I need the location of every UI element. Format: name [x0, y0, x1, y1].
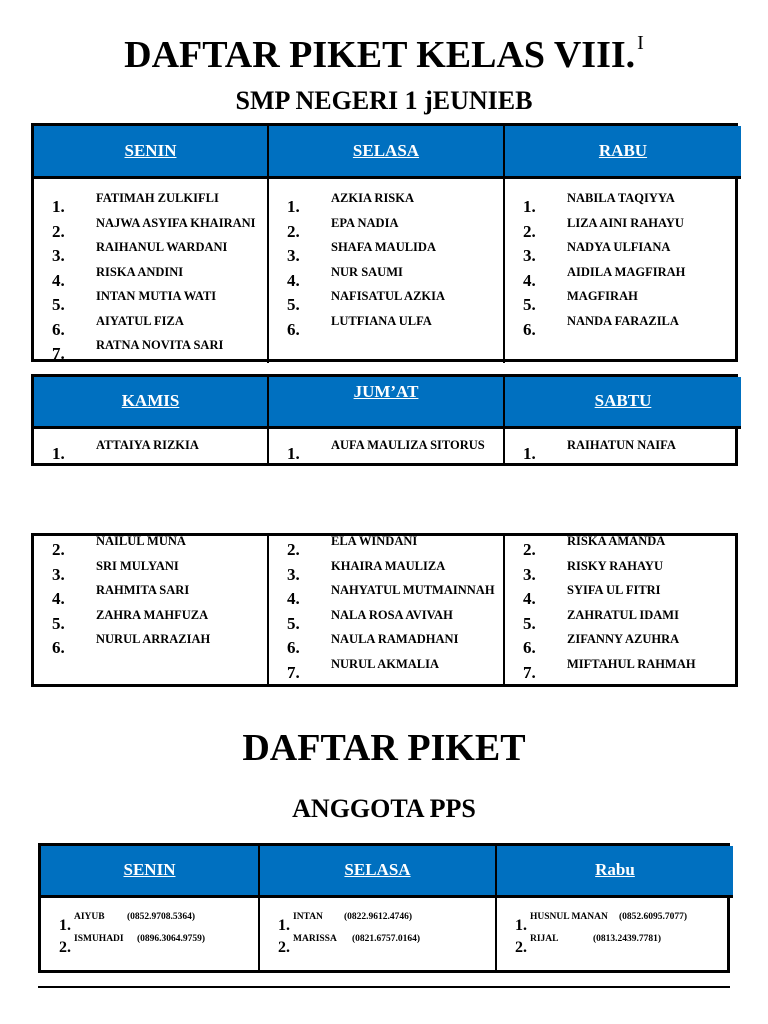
item-number: 4. [287, 270, 300, 290]
list-item [505, 191, 741, 216]
item-number: 3. [52, 246, 65, 265]
list-item [505, 314, 741, 339]
list-item [505, 632, 741, 657]
student-name: NURUL ARRAZIAH [96, 632, 211, 646]
student-name: ELA WINDANI [331, 534, 418, 548]
item-number: 3. [287, 246, 300, 265]
title-mark: I [637, 32, 644, 54]
item-number: 3. [52, 564, 65, 584]
list-item [260, 934, 495, 956]
phone-number: (0896.3064.9759) [137, 934, 206, 944]
student-name: NAULA RAMADHANI [331, 632, 459, 646]
list-item [269, 191, 503, 216]
list-item [505, 534, 741, 559]
name-list [34, 179, 267, 363]
member-name: INTAN [293, 912, 323, 922]
student-name: ZIFANNY AZUHRA [567, 632, 680, 646]
name-list [269, 534, 503, 681]
item-number: 2. [515, 939, 527, 956]
pps-column-selasa [260, 846, 497, 970]
member-name: ISMUHADI [74, 934, 124, 944]
student-name: RISKA AMANDA [567, 534, 666, 548]
list-item [269, 314, 503, 339]
name-list [260, 898, 495, 956]
student-name: NAJWA ASYIFA KHAIRANI [96, 215, 256, 230]
item-number: 2. [278, 939, 290, 956]
student-name: INTAN MUTIA WATI [96, 289, 217, 303]
column-sabtu-cont [505, 536, 741, 684]
student-name: NAILUL MUNA [96, 534, 186, 548]
list-item [497, 912, 733, 934]
item-number: 4. [523, 270, 536, 290]
list-item [34, 438, 267, 463]
student-name: ZAHRATUL IDAMI [567, 607, 679, 622]
list-item [505, 657, 741, 682]
list-item [505, 240, 741, 265]
list-item [269, 657, 503, 682]
student-name: SHAFA MAULIDA [331, 240, 436, 254]
student-name: RATNA NOVITA SARI [96, 338, 224, 352]
name-list [269, 429, 503, 463]
list-item [34, 534, 267, 559]
list-item [269, 265, 503, 290]
list-item [260, 912, 495, 934]
list-item [34, 289, 267, 314]
day-header: Rabu [497, 846, 733, 898]
student-name: NAFISATUL AZKIA [331, 289, 446, 303]
list-item [505, 265, 741, 290]
column-jumat-cont [269, 536, 505, 684]
item-number: 4. [52, 589, 65, 608]
phone-number: (0821.6757.0164) [352, 934, 421, 944]
list-item [505, 583, 741, 608]
item-number: 1. [52, 197, 65, 216]
list-item [34, 265, 267, 290]
student-name: NUR SAUMI [331, 264, 403, 279]
pps-title: DAFTAR PIKET [242, 727, 526, 769]
student-name: SYIFA UL FITRI [567, 583, 661, 597]
item-number: 1. [523, 197, 536, 216]
list-item [269, 534, 503, 559]
day-header: RABU [505, 126, 741, 179]
student-name: AZKIA RISKA [331, 191, 415, 205]
student-name: ATTAIYA RIZKIA [96, 438, 199, 452]
day-header: KAMIS [34, 377, 267, 429]
student-name: RAHMITA SARI [96, 583, 190, 597]
item-number: 5. [52, 295, 65, 314]
list-item [269, 289, 503, 314]
item-number: 2. [523, 221, 536, 241]
item-number: 7. [523, 662, 536, 682]
name-list [34, 534, 267, 657]
list-item [505, 608, 741, 633]
list-item [505, 438, 741, 463]
item-number: 2. [59, 939, 71, 956]
student-name: AIYATUL FIZA [96, 313, 184, 328]
list-item [34, 314, 267, 339]
student-name: NADYA ULFIANA [567, 240, 671, 254]
list-item [34, 559, 267, 584]
name-list [505, 179, 741, 338]
list-item [34, 191, 267, 216]
item-number: 4. [287, 589, 300, 608]
item-number: 3. [523, 246, 536, 265]
student-name: LIZA AINI RAHAYU [567, 215, 684, 230]
name-list [34, 429, 267, 463]
column-senin [34, 126, 269, 363]
list-item [34, 338, 267, 363]
list-item [269, 608, 503, 633]
school-name: SMP NEGERI 1 jEUNIEB [235, 86, 533, 115]
column-selasa [269, 126, 505, 363]
name-list [269, 179, 503, 338]
item-number: 2. [287, 540, 300, 559]
student-name: RAIHANUL WARDANI [96, 240, 228, 254]
schedule-table-bottom-head [31, 374, 738, 466]
item-number: 2. [52, 540, 65, 559]
student-name: SRI MULYANI [96, 558, 179, 573]
list-item [269, 632, 503, 657]
item-number: 5. [523, 613, 536, 633]
student-name: NURUL AKMALIA [331, 656, 439, 671]
name-list [505, 534, 741, 681]
member-name: HUSNUL MANAN [530, 912, 608, 922]
bottom-rule [38, 986, 730, 988]
pps-table [38, 843, 730, 973]
student-name: ZAHRA MAHFUZA [96, 607, 209, 622]
day-header: SELASA [269, 126, 503, 179]
item-number: 7. [287, 662, 300, 682]
item-number: 5. [287, 613, 300, 633]
pps-column-rabu [497, 846, 733, 970]
list-item [269, 216, 503, 241]
name-list [505, 429, 741, 463]
column-rabu [505, 126, 741, 363]
list-item [497, 934, 733, 956]
item-number: 1. [287, 197, 300, 216]
name-list [497, 898, 733, 956]
item-number: 2. [287, 221, 300, 241]
member-name: MARISSA [293, 934, 337, 944]
student-name: MIFTAHUL RAHMAH [567, 656, 696, 671]
schedule-table-top [31, 123, 738, 362]
item-number: 6. [52, 638, 65, 657]
item-number: 5. [52, 613, 65, 633]
item-number: 6. [52, 319, 65, 339]
item-number: 6. [523, 638, 536, 657]
day-header: SABTU [505, 377, 741, 429]
member-name: AIYUB [74, 912, 105, 922]
list-item [269, 559, 503, 584]
item-number: 6. [523, 319, 536, 339]
schedule-table-bottom-continued [31, 533, 738, 687]
student-name: RISKA ANDINI [96, 264, 184, 279]
item-number: 1. [52, 444, 65, 463]
list-item [505, 559, 741, 584]
list-item [34, 632, 267, 657]
list-item [41, 912, 258, 934]
student-name: NALA ROSA AVIVAH [331, 607, 453, 622]
item-number: 4. [52, 270, 65, 290]
item-number: 1. [59, 917, 71, 934]
item-number: 2. [52, 221, 65, 241]
student-name: RISKY RAHAYU [567, 558, 663, 573]
day-header: JUM’AT [269, 377, 503, 429]
column-jumat [269, 377, 505, 463]
student-name: NANDA FARAZILA [567, 313, 679, 328]
list-item [34, 240, 267, 265]
list-item [34, 608, 267, 633]
phone-number: (0852.6095.7077) [619, 912, 688, 922]
phone-number: (0813.2439.7781) [593, 934, 662, 944]
item-number: 7. [52, 344, 65, 363]
list-item [505, 289, 741, 314]
name-list [41, 898, 258, 956]
pps-column-senin [41, 846, 260, 970]
list-item [41, 934, 258, 956]
pps-subtitle: ANGGOTA PPS [292, 794, 476, 823]
phone-number: (0822.9612.4746) [344, 912, 413, 922]
column-sabtu [505, 377, 741, 463]
item-number: 3. [523, 564, 536, 584]
student-name: NABILA TAQIYYA [567, 191, 675, 205]
item-number: 6. [287, 319, 300, 339]
item-number: 1. [515, 917, 527, 934]
page-title [0, 32, 768, 77]
day-header: SENIN [34, 126, 267, 179]
item-number: 5. [287, 295, 300, 314]
list-item [505, 216, 741, 241]
student-name: FATIMAH ZULKIFLI [96, 191, 219, 205]
page-title-text: DAFTAR PIKET KELAS VIII. [124, 34, 636, 76]
student-name: LUTFIANA ULFA [331, 313, 432, 328]
item-number: 5. [523, 295, 536, 314]
phone-number: (0852.9708.5364) [127, 912, 196, 922]
item-number: 4. [523, 589, 536, 608]
list-item [34, 216, 267, 241]
student-name: AIDILA MAGFIRAH [567, 264, 686, 279]
item-number: 1. [287, 444, 300, 463]
list-item [269, 240, 503, 265]
day-header: SELASA [260, 846, 495, 898]
column-kamis [34, 377, 269, 463]
item-number: 1. [278, 917, 290, 934]
student-name: AUFA MAULIZA SITORUS [331, 438, 485, 452]
student-name: NAHYATUL MUTMAINNAH [331, 583, 495, 597]
student-name: EPA NADIA [331, 215, 399, 230]
column-kamis-cont [34, 536, 269, 684]
student-name: RAIHATUN NAIFA [567, 438, 676, 452]
student-name: KHAIRA MAULIZA [331, 558, 446, 573]
day-header: SENIN [41, 846, 258, 898]
student-name: MAGFIRAH [567, 289, 638, 303]
item-number: 3. [287, 564, 300, 584]
item-number: 6. [287, 638, 300, 657]
item-number: 1. [523, 444, 536, 463]
member-name: RIJAL [530, 934, 559, 944]
list-item [269, 583, 503, 608]
list-item [34, 583, 267, 608]
list-item [269, 438, 503, 463]
item-number: 2. [523, 540, 536, 559]
